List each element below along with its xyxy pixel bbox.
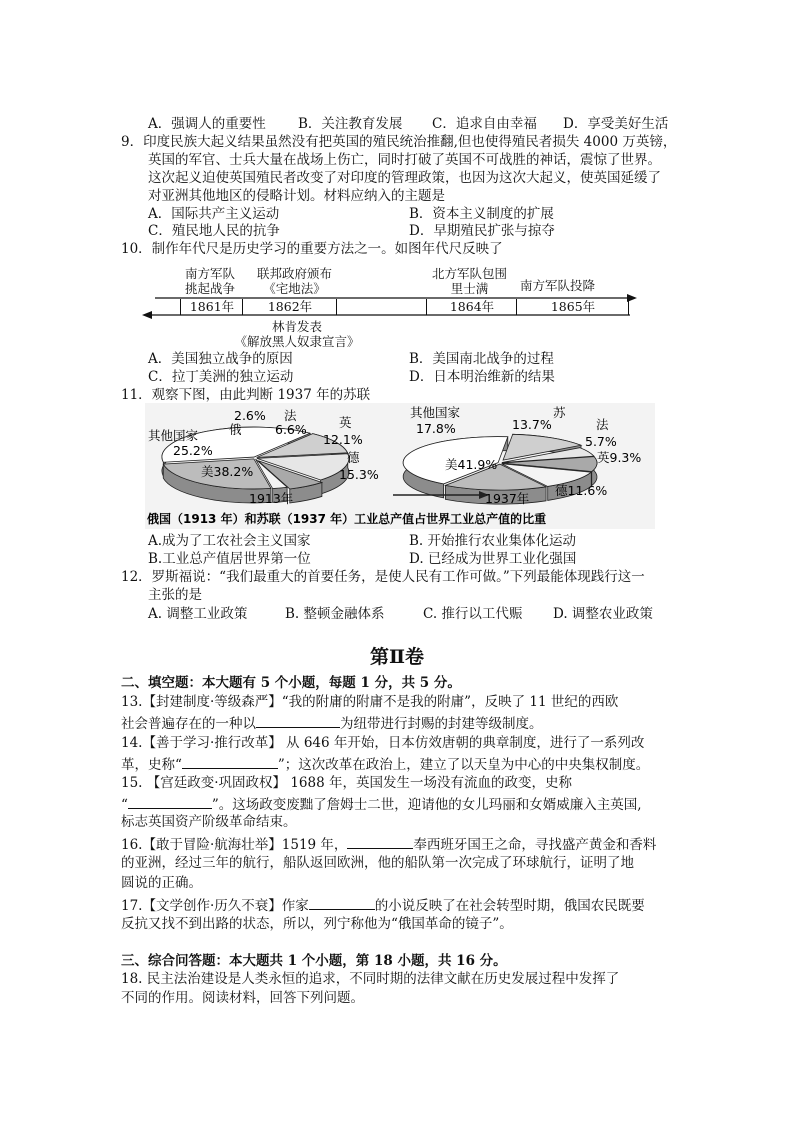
- q9-line-4: 对亚洲其他地区的侵略计划。材料应纳入的主题是: [148, 188, 445, 204]
- q14-blank[interactable]: [182, 754, 278, 769]
- q17-line-1: 17.【文学创作·历久不衰】作家 的小说反映了在社会转型时期，俄国农民既要: [121, 895, 645, 915]
- label-1913-ru-value: 俄: [229, 422, 242, 437]
- timeline-event-1: 南方军队 挑起战争: [185, 266, 236, 296]
- label-1937-su: 苏: [553, 405, 566, 420]
- q15-line-3: 标志英国资产阶级革命结束。: [121, 814, 297, 830]
- label-1913-ru: 2.6%: [234, 408, 266, 423]
- q11-option-b: B. 开始推行农业集体化运动: [409, 533, 577, 549]
- q9-line-2: 英国的军官、士兵大量在战场上伤亡，同时打破了英国不可战胜的神话，震惊了世界。: [148, 152, 661, 168]
- q10-option-b: B．美国南北战争的过程: [409, 351, 554, 367]
- pie-charts-figure: [145, 403, 655, 529]
- label-1913-other-value: 25.2%: [173, 443, 213, 458]
- q11-option-a: A.成为了工农社会主义国家: [148, 533, 311, 549]
- q13-line-1: 13.【封建制度·等级森严】“我的附庸的附庸不是我的附庸”，反映了 11 世纪的西欧: [121, 694, 619, 710]
- fill-section-header: 二、填空题：本大题有 5 个小题，每题 1 分，共 5 分。: [121, 675, 461, 691]
- q13-blank[interactable]: [256, 713, 340, 728]
- q15-line-1: 15. 【宫廷政变·巩固政权】 1688 年，英国发生一场没有流血的政变，史称: [121, 775, 572, 791]
- q9-line-1: 9．印度民族大起义结果虽然没有把英国的殖民统治推翻,但也使得殖民者损失 4000 万英镑，: [121, 134, 677, 150]
- q9-option-d: D．早期殖民扩张与掠夺: [409, 223, 555, 239]
- q13-line-2: 社会普遍存在的一种以 为纽带进行封赐的封建等级制度。: [121, 713, 543, 733]
- timeline-event-3: 北方军队包围 里士满: [432, 266, 508, 296]
- q16-line-1: 16.【敢于冒险·航海壮举】1519 年， 奉西班牙国王之命，寻找盛产黄金和香料: [121, 834, 656, 854]
- q16-line-2: 的亚洲，经过三年的航行，船队返回欧洲，他的船队第一次完成了环球航行，证明了地: [121, 855, 634, 871]
- label-1937-year: 1937年: [485, 491, 530, 506]
- q11-option-c: B.工业总产值居世界第一位: [148, 551, 311, 567]
- q10-option-a: A．美国独立战争的原因: [148, 351, 293, 367]
- q9-line-3: 这次起义迫使英国殖民者改变了对印度的管理政策，也因为这次大起义，使英国延缓了: [148, 170, 661, 186]
- q11-option-d: D. 已经成为世界工业化强国: [409, 551, 577, 567]
- q12-option-b: B. 整顿金融体系: [285, 606, 385, 622]
- label-1913-de-value: 15.3%: [339, 467, 379, 482]
- q8-option-b: B．关注教育发展: [298, 116, 403, 132]
- label-1937-de: 德11.6%: [555, 483, 608, 498]
- timeline-event-4: 南方军队投降: [520, 278, 596, 293]
- q8-option-c: C．追求自由幸福: [432, 116, 537, 132]
- q10-option-d: D．日本明治维新的结果: [409, 369, 555, 385]
- timeline-year-1864: 1864年: [426, 299, 517, 315]
- q9-option-c: C．殖民地人民的抗争: [148, 223, 280, 239]
- timeline-event-below: 林肯发表 《解放黑人奴隶宣言》: [234, 319, 360, 349]
- q14-line-2: 革，史称“ ”；这次改革在政治上，建立了以天皇为中心的中央集权制度。: [121, 754, 649, 774]
- label-1937-su-value: 13.7%: [512, 417, 552, 432]
- label-1913-fr: 法: [284, 408, 297, 423]
- label-1937-fr: 法: [596, 417, 609, 432]
- q11-stem: 11．观察下图，由此判断 1937 年的苏联: [121, 387, 371, 403]
- q8-option-d: D．享受美好生活: [563, 116, 669, 132]
- label-1937-uk: 英9.3%: [597, 450, 642, 465]
- q12-line-2: 主张的是: [148, 587, 202, 603]
- q12-line-1: 12．罗斯福说：“我们最重大的首要任务，是使人民有工作可做。”下列最能体现践行这一: [121, 569, 645, 585]
- q16-line-3: 圆说的正确。: [121, 875, 202, 891]
- label-1913-fr-value: 6.6%: [275, 422, 307, 437]
- section-2-title: 第Ⅱ卷: [369, 646, 424, 668]
- q12-option-a: A. 调整工业政策: [148, 606, 248, 622]
- q17-blank[interactable]: [309, 895, 375, 910]
- chart-caption: 俄国（1913 年）和苏联（1937 年）工业总产值占世界工业总产值的比重: [147, 512, 547, 526]
- label-1937-fr-value: 5.7%: [585, 434, 617, 449]
- timeline-event-2: 联邦政府颁布 《宅地法》: [257, 266, 333, 296]
- q14-line-1: 14.【善于学习·推行改革】 从 646 年开始，日本仿效唐朝的典章制度，进行了一系列改: [121, 735, 645, 751]
- label-1937-other: 其他国家: [410, 405, 461, 420]
- timeline-year-1862: 1862年: [242, 299, 337, 315]
- q10-stem: 10．制作年代尺是历史学习的重要方法之一。如图年代尺反映了: [121, 241, 503, 257]
- q9-option-a: A．国际共产主义运动: [148, 206, 280, 222]
- q10-option-c: C．拉丁美洲的独立运动: [148, 369, 294, 385]
- label-1913-year: 1913年: [249, 491, 294, 506]
- q9-option-b: B．资本主义制度的扩展: [409, 206, 554, 222]
- label-1937-us: 美41.9%: [445, 457, 498, 472]
- q8-option-a: A．强调人的重要性: [148, 116, 266, 132]
- label-1937-other-value: 17.8%: [416, 421, 456, 436]
- timeline-year-1861: 1861年: [180, 299, 243, 315]
- label-1913-other: 其他国家: [148, 428, 199, 443]
- label-1913-us: 美38.2%: [201, 464, 254, 479]
- q17-line-2: 反抗又找不到出路的状态，所以，列宁称他为“俄国革命的镜子”。: [121, 916, 513, 932]
- q18-line-2: 不同的作用。阅读材料，回答下列问题。: [121, 990, 364, 1006]
- timeline-bar: [160, 299, 629, 315]
- timeline-year-1865: 1865年: [516, 299, 629, 315]
- q12-option-c: C. 推行以工代赈: [423, 606, 523, 622]
- q12-option-d: D. 调整农业政策: [553, 606, 653, 622]
- q15-line-2: “ ”。这场政变废黜了詹姆士二世，迎请他的女儿玛丽和女婿威廉入主英国,: [121, 794, 642, 814]
- q15-blank[interactable]: [128, 794, 212, 809]
- timeline-segment-empty: [336, 299, 427, 315]
- label-1913-uk: 英: [339, 415, 352, 430]
- q18-line-1: 18. 民主法治建设是人类永恒的追求，不同时期的法律文献在历史发展过程中发挥了: [121, 971, 620, 987]
- essay-section-header: 三、综合问答题：本大题共 1 个小题，第 18 小题，共 16 分。: [121, 953, 507, 969]
- q16-blank[interactable]: [347, 834, 413, 849]
- label-1913-uk-value: 12.1%: [323, 432, 363, 447]
- label-1913-de: 德: [347, 450, 360, 465]
